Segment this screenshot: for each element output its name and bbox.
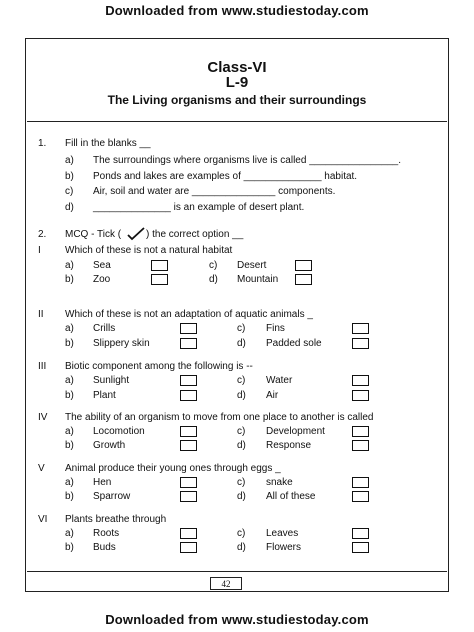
answer-checkbox[interactable]: [352, 390, 369, 401]
option-text: Development: [266, 426, 325, 437]
option-letter: c): [237, 528, 246, 539]
answer-checkbox[interactable]: [180, 440, 197, 451]
option-letter: d): [237, 440, 246, 451]
option-letter: d): [237, 338, 246, 349]
option-letter: b): [65, 338, 74, 349]
answer-checkbox[interactable]: [180, 323, 197, 334]
option-letter: b): [65, 390, 74, 401]
answer-checkbox[interactable]: [180, 477, 197, 488]
option-letter: c): [237, 323, 246, 334]
option-letter: d): [237, 390, 246, 401]
option-text: Response: [266, 440, 312, 451]
option-letter: a): [65, 477, 74, 488]
option-text: Hen: [93, 477, 112, 488]
answer-checkbox[interactable]: [295, 260, 312, 271]
option-text: Leaves: [266, 528, 299, 539]
answer-checkbox[interactable]: [352, 542, 369, 553]
option-text: Mountain: [237, 274, 279, 285]
download-banner-bottom: Downloaded from www.studiestoday.com: [105, 612, 369, 627]
subq-roman: II: [38, 309, 44, 320]
option-text: Water: [266, 375, 293, 386]
answer-checkbox[interactable]: [352, 338, 369, 349]
subq-roman: VI: [38, 514, 48, 525]
q1-item-text: ______________ is an example of desert plant.: [93, 202, 305, 213]
subq-text: Plants breathe through: [65, 514, 167, 525]
option-letter: d): [237, 542, 246, 553]
answer-checkbox[interactable]: [180, 542, 197, 553]
subq-text: Which of these is not an adaptation of aquatic animals _: [65, 309, 313, 320]
q1-item-letter: d): [65, 202, 74, 213]
option-text: Air: [266, 390, 279, 401]
q2-number: 2.: [38, 229, 47, 240]
option-text: Padded sole: [266, 338, 322, 349]
answer-checkbox[interactable]: [352, 323, 369, 334]
answer-checkbox[interactable]: [180, 426, 197, 437]
option-letter: c): [237, 375, 246, 386]
option-letter: a): [65, 323, 74, 334]
option-letter: c): [237, 426, 246, 437]
option-letter: a): [65, 426, 74, 437]
answer-checkbox[interactable]: [151, 274, 168, 285]
option-letter: b): [65, 491, 74, 502]
chapter-title: The Living organisms and their surroundings: [107, 93, 367, 107]
q1-item-letter: b): [65, 171, 74, 182]
answer-checkbox[interactable]: [352, 375, 369, 386]
q1-item-letter: c): [65, 186, 74, 197]
answer-checkbox[interactable]: [151, 260, 168, 271]
q1-number: 1.: [38, 138, 47, 149]
q1-item-text: Air, soil and water are _______________ components.: [93, 186, 336, 197]
option-text: Crills: [93, 323, 116, 334]
option-text: snake: [266, 477, 293, 488]
subq-roman: III: [38, 361, 47, 372]
option-letter: d): [237, 491, 246, 502]
option-text: Fins: [266, 323, 285, 334]
option-letter: a): [65, 375, 74, 386]
option-letter: a): [65, 260, 74, 271]
answer-checkbox[interactable]: [180, 338, 197, 349]
q2-heading-end: ) the correct option __: [146, 229, 244, 240]
answer-checkbox[interactable]: [180, 390, 197, 401]
page-number: 42: [210, 577, 242, 590]
option-text: Flowers: [266, 542, 302, 553]
option-letter: d): [209, 274, 218, 285]
q1-item-text: The surroundings where organisms live is called ________________.: [93, 155, 401, 166]
option-text: Growth: [93, 440, 126, 451]
option-text: All of these: [266, 491, 316, 502]
subq-roman: V: [38, 463, 45, 474]
q1-heading: Fill in the blanks __: [65, 138, 151, 149]
answer-checkbox[interactable]: [352, 477, 369, 488]
option-letter: b): [65, 274, 74, 285]
lesson-title: L-9: [225, 74, 249, 91]
option-text: Roots: [93, 528, 120, 539]
title-divider: [27, 121, 447, 122]
answer-checkbox[interactable]: [295, 274, 312, 285]
option-text: Zoo: [93, 274, 111, 285]
subq-text: Animal produce their young ones through eggs _: [65, 463, 281, 474]
option-text: Sea: [93, 260, 111, 271]
option-text: Sunlight: [93, 375, 130, 386]
subq-roman: IV: [38, 412, 48, 423]
option-letter: b): [65, 542, 74, 553]
option-text: Desert: [237, 260, 267, 271]
option-text: Sparrow: [93, 491, 131, 502]
footer-divider: [27, 571, 447, 572]
q1-item-letter: a): [65, 155, 74, 166]
answer-checkbox[interactable]: [352, 440, 369, 451]
q2-heading-start: MCQ - Tick (: [65, 229, 122, 240]
subq-text: Biotic component among the following is --: [65, 361, 253, 372]
answer-checkbox[interactable]: [352, 528, 369, 539]
answer-checkbox[interactable]: [180, 375, 197, 386]
option-text: Plant: [93, 390, 116, 401]
option-letter: c): [209, 260, 218, 271]
option-text: Slippery skin: [93, 338, 150, 349]
checkmark-icon: [127, 227, 145, 241]
answer-checkbox[interactable]: [352, 491, 369, 502]
subq-text: The ability of an organism to move from one place to another is called: [65, 412, 374, 423]
option-text: Buds: [93, 542, 116, 553]
option-text: Locomotion: [93, 426, 145, 437]
subq-text: Which of these is not a natural habitat: [65, 245, 233, 256]
q1-item-text: Ponds and lakes are examples of ______________ habitat.: [93, 171, 358, 182]
answer-checkbox[interactable]: [180, 528, 197, 539]
option-letter: b): [65, 440, 74, 451]
download-banner-top: Downloaded from www.studiestoday.com: [105, 3, 369, 18]
class-title: Class-VI: [207, 59, 267, 76]
option-letter: c): [237, 477, 246, 488]
subq-roman: I: [38, 245, 41, 256]
answer-checkbox[interactable]: [180, 491, 197, 502]
answer-checkbox[interactable]: [352, 426, 369, 437]
option-letter: a): [65, 528, 74, 539]
